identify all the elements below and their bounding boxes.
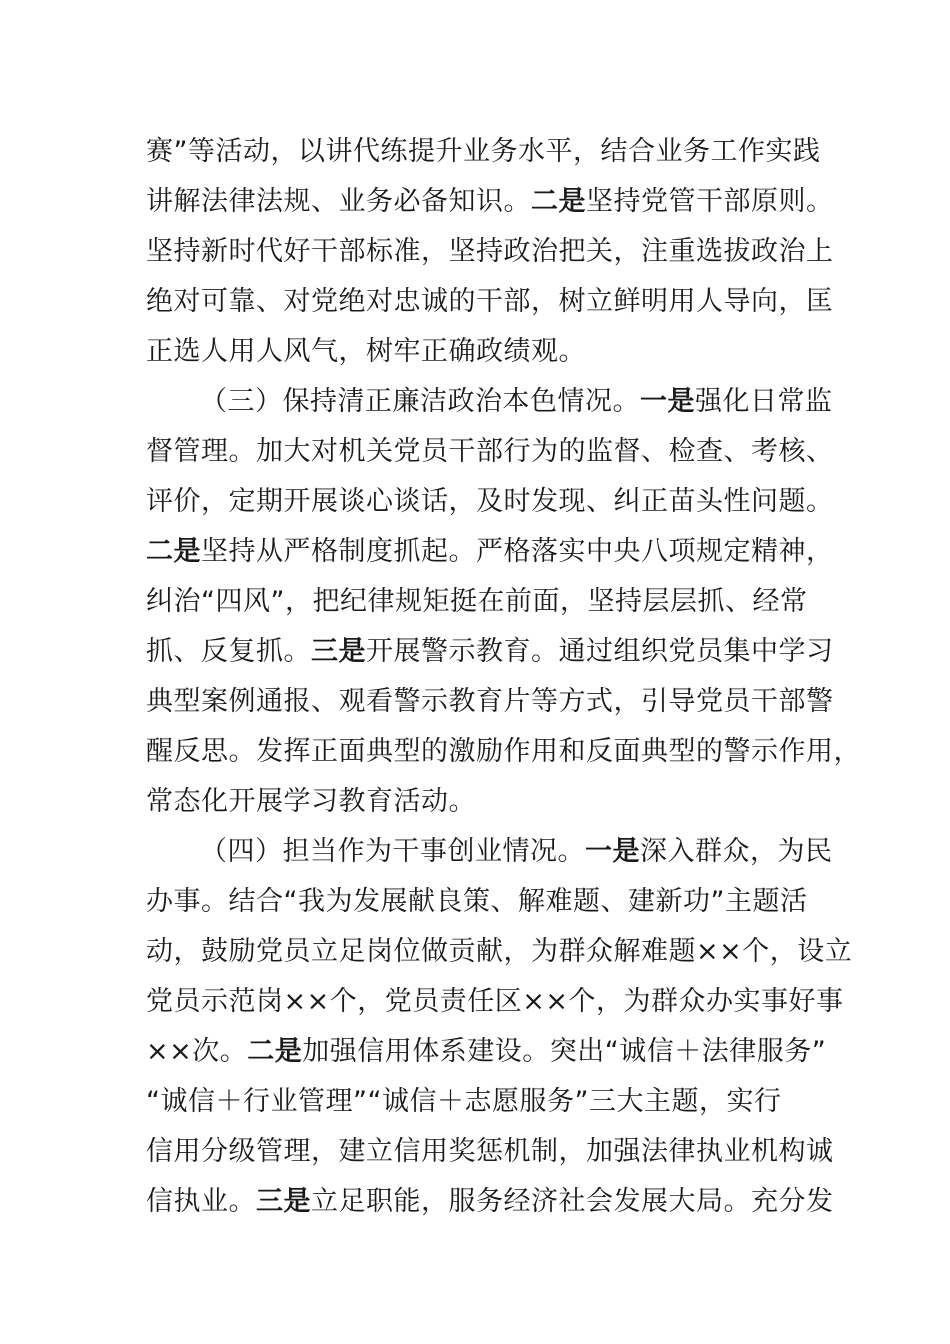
text-line (146, 177, 846, 227)
text-segment: （四）担当作为干事创业情况。 (200, 836, 585, 867)
text-line (146, 577, 846, 627)
text-line (146, 327, 846, 377)
bold-marker: 三是 (311, 636, 366, 667)
text-segment: 加强信用体系建设。突出“诚信＋法律服务” (302, 1036, 827, 1067)
text-segment: （三）保持清正廉洁政治本色情况。 (200, 386, 640, 417)
text-segment: 醒反思。发挥正面典型的激励作用和反面典型的警示作用， (146, 736, 861, 767)
text-segment: 正选人用人风气，树牢正确政绩观。 (146, 336, 586, 367)
text-segment: “诚信＋行业管理”“诚信＋志愿服务”三大主题，实行 (146, 1086, 782, 1117)
text-line (146, 1077, 846, 1127)
text-segment: 绝对可靠、对党绝对忠诚的干部，树立鲜明用人导向，匡 (146, 286, 834, 317)
text-line (146, 777, 846, 827)
text-line (146, 627, 846, 677)
bold-marker: 一是 (585, 836, 640, 867)
text-line (146, 277, 846, 327)
text-line (200, 827, 900, 877)
text-line (200, 377, 900, 427)
text-segment: 深入群众，为民 (640, 836, 833, 867)
text-line (146, 427, 846, 477)
text-segment: 赛”等活动，以讲代练提升业务水平，结合业务工作实践 (146, 136, 821, 167)
text-segment: 讲解法律法规、业务必备知识。 (146, 186, 531, 217)
text-segment: 坚持党管干部原则。 (586, 186, 834, 217)
text-line (146, 527, 846, 577)
text-segment: 常态化开展学习教育活动。 (146, 786, 476, 817)
text-segment: 典型案例通报、观看警示教育片等方式，引导党员干部警 (146, 686, 834, 717)
text-segment: 党员示范岗××个，党员责任区××个，为群众办实事好事 (146, 986, 844, 1017)
bold-marker: 二是 (531, 186, 586, 217)
text-line (146, 877, 846, 927)
text-segment: 强化日常监 (695, 386, 833, 417)
text-line (146, 727, 861, 777)
text-segment: 动，鼓励党员立足岗位做贡献，为群众解难题××个，设立 (146, 936, 853, 967)
text-line (146, 1127, 846, 1177)
bold-marker: 二是 (247, 1036, 303, 1067)
text-segment: 立足职能，服务经济社会发展大局。充分发 (311, 1186, 834, 1217)
text-line (146, 927, 853, 977)
text-segment: 信执业。 (146, 1186, 256, 1217)
text-segment: 评价，定期开展谈心谈话，及时发现、纠正苗头性问题。 (146, 486, 834, 517)
text-segment: 开展警示教育。通过组织党员集中学习 (366, 636, 834, 667)
text-line (146, 1027, 846, 1077)
text-segment: 办事。结合“我为发展献良策、解难题、建新功”主题活 (146, 886, 808, 917)
text-line (146, 977, 846, 1027)
text-segment: 督管理。加大对机关党员干部行为的监督、检查、考核、 (146, 436, 834, 467)
text-line (146, 477, 846, 527)
text-line (146, 227, 846, 277)
text-segment: 坚持从严格制度抓起。严格落实中央八项规定精神， (201, 536, 834, 567)
bold-marker: 三是 (256, 1186, 311, 1217)
bold-marker: 一是 (640, 386, 695, 417)
text-segment: 抓、反复抓。 (146, 636, 311, 667)
text-segment: ××次。 (146, 1036, 248, 1067)
text-line (146, 677, 846, 727)
text-segment: 坚持新时代好干部标准，坚持政治把关，注重选拔政治上 (146, 236, 834, 267)
text-segment: 信用分级管理，建立信用奖惩机制，加强法律执业机构诚 (146, 1136, 834, 1167)
text-line (146, 1177, 846, 1227)
text-segment: 纠治“四风”，把纪律规矩挺在前面，坚持层层抓、经常 (146, 586, 808, 617)
bold-marker: 二是 (146, 536, 201, 567)
text-line (146, 127, 846, 177)
